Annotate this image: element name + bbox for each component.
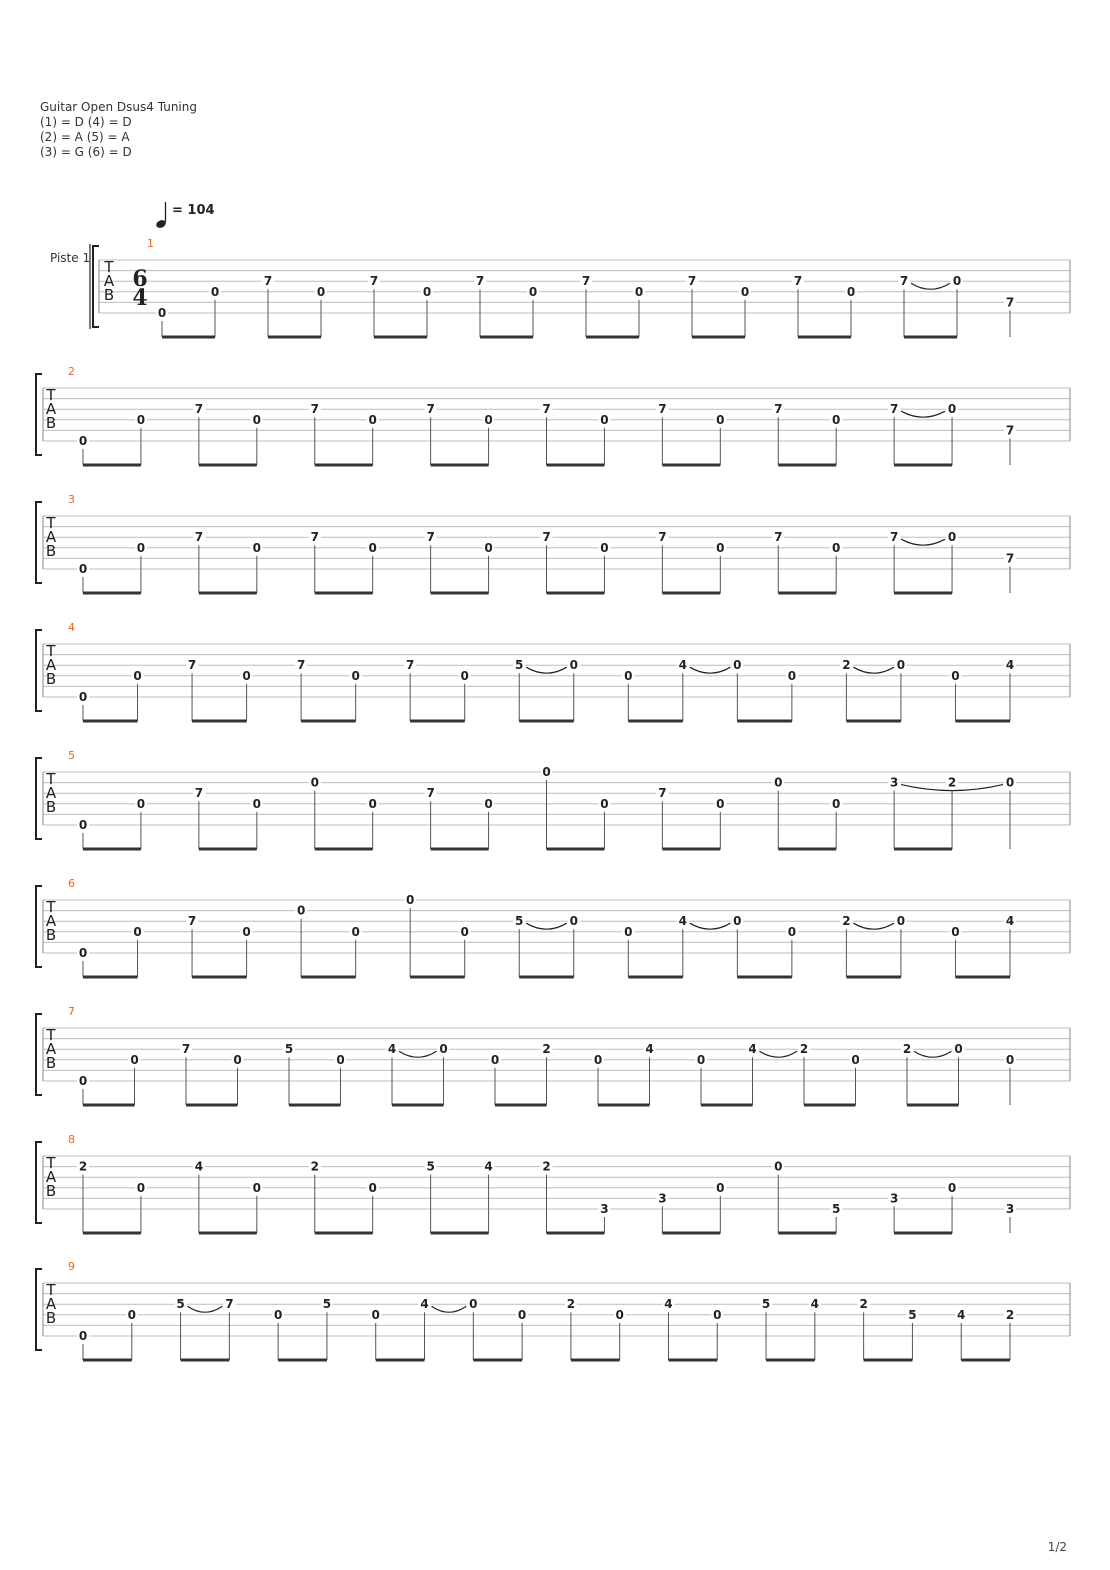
tie	[690, 923, 731, 929]
fret-number: 0	[133, 924, 142, 939]
fret-number: 0	[210, 284, 220, 299]
fret-number: 3	[658, 1191, 667, 1206]
fret-number: 0	[624, 668, 633, 683]
tie	[901, 539, 945, 545]
page-number: 1/2	[1047, 1540, 1067, 1554]
fret-number: 0	[252, 1180, 261, 1195]
fret-number: 7	[181, 1042, 191, 1057]
fret-number: 2	[799, 1042, 809, 1057]
fret-number: 0	[490, 1052, 500, 1067]
fret-number: 0	[517, 1307, 527, 1322]
fret-number: 0	[242, 924, 251, 939]
fret-number: 3	[1005, 1202, 1015, 1216]
measure-number: 9	[68, 1260, 75, 1273]
tab-clef-letter: B	[45, 542, 57, 560]
fret-number: 0	[252, 540, 261, 555]
fret-number: 0	[615, 1307, 624, 1322]
fret-number: 7	[426, 530, 435, 545]
fret-number: 4	[810, 1297, 820, 1312]
tab-clef-letter: T	[46, 898, 56, 916]
fret-number: 0	[273, 1307, 283, 1322]
fret-number: 7	[225, 1297, 234, 1312]
fret-number: 0	[696, 1052, 706, 1067]
tie	[760, 1051, 798, 1057]
fret-number: 0	[832, 796, 841, 811]
fret-number: 2	[310, 1159, 319, 1174]
tab-clef-letter: T	[104, 258, 114, 276]
fret-number: 0	[127, 1307, 136, 1322]
tab-system	[36, 1133, 1070, 1233]
track-name: Piste 1	[50, 251, 91, 265]
system-bracket	[36, 502, 42, 583]
fret-number: 7	[542, 530, 551, 545]
fret-number: 0	[242, 668, 251, 683]
tab-clef-letter: A	[45, 912, 57, 930]
tab-system	[36, 621, 1070, 721]
fret-number: 0	[951, 924, 960, 939]
fret-number: 2	[947, 775, 957, 790]
fret-number: 7	[405, 658, 415, 673]
fret-number: 0	[336, 1052, 345, 1067]
fret-number: 0	[296, 903, 306, 918]
measure-number: 8	[68, 1133, 75, 1146]
fret-number: 7	[194, 402, 204, 417]
fret-number: 7	[310, 530, 319, 545]
fret-number: 0	[787, 924, 797, 939]
fret-number: 7	[426, 786, 435, 801]
system-bracket	[36, 1269, 42, 1350]
fret-number: 7	[369, 274, 379, 289]
tie	[853, 667, 894, 673]
fret-number: 2	[842, 658, 851, 673]
fret-number: 0	[896, 914, 906, 929]
tab-clef-letter: B	[103, 286, 115, 304]
fret-number: 0	[528, 284, 538, 299]
fret-number: 0	[371, 1307, 380, 1322]
fret-number: 4	[484, 1159, 493, 1174]
fret-number: 5	[515, 658, 524, 673]
fret-number: 0	[1005, 1052, 1015, 1067]
fret-number: 0	[469, 1297, 478, 1312]
fret-number: 7	[793, 274, 803, 289]
fret-number: 0	[136, 796, 146, 811]
fret-number: 0	[78, 1329, 88, 1343]
fret-number: 0	[1005, 775, 1015, 790]
fret-number: 4	[748, 1042, 757, 1057]
tie	[853, 923, 894, 929]
fret-number: 2	[542, 1159, 551, 1174]
measure-number: 4	[68, 621, 75, 634]
tab-clef-letter: B	[45, 1054, 57, 1072]
fret-number: 0	[136, 1180, 146, 1195]
fret-number: 0	[422, 284, 432, 299]
fret-number: 7	[658, 786, 667, 801]
tab-clef-letter: T	[46, 770, 56, 788]
fret-number: 0	[947, 402, 957, 417]
fret-number: 2	[542, 1042, 551, 1057]
fret-number: 0	[368, 412, 377, 427]
fret-number: 0	[774, 1159, 783, 1174]
tie	[526, 923, 567, 929]
tab-system	[36, 749, 1070, 849]
fret-number: 5	[761, 1297, 771, 1312]
measure-number: 2	[68, 365, 75, 378]
fret-number: 0	[624, 924, 633, 939]
tab-clef-letter: T	[46, 514, 56, 532]
fret-number: 0	[316, 284, 326, 299]
tuning-title: Guitar Open Dsus4 Tuning	[40, 100, 197, 114]
tempo-text: = 104	[172, 203, 215, 218]
fret-number: 2	[842, 914, 851, 929]
fret-number: 0	[569, 658, 578, 673]
fret-number: 0	[351, 668, 360, 683]
fret-number: 7	[889, 402, 899, 417]
fret-number: 0	[846, 284, 856, 299]
fret-number: 7	[581, 274, 591, 289]
measure-number: 3	[68, 493, 75, 506]
fret-number: 0	[78, 690, 88, 704]
fret-number: 0	[439, 1042, 448, 1057]
fret-number: 2	[902, 1042, 912, 1057]
fret-number: 0	[542, 765, 551, 779]
tuning-line: (1) = D (4) = D	[40, 115, 132, 129]
fret-number: 7	[658, 530, 667, 545]
fret-number: 3	[600, 1202, 609, 1216]
fret-number: 0	[133, 668, 142, 683]
fret-number: 7	[426, 402, 435, 417]
fret-number: 0	[368, 540, 377, 555]
tuning-line: (2) = A (5) = A	[40, 130, 130, 144]
fret-number: 0	[954, 1042, 963, 1057]
measure-number: 1	[147, 237, 154, 250]
fret-number: 4	[645, 1042, 654, 1057]
fret-number: 7	[774, 402, 783, 417]
fret-number: 3	[889, 775, 899, 790]
tie	[188, 1306, 223, 1312]
fret-number: 0	[716, 412, 725, 427]
fret-number: 7	[542, 402, 551, 417]
tab-clef-letter: A	[45, 528, 57, 546]
fret-number: 4	[678, 658, 688, 673]
fret-number: 4	[678, 914, 688, 929]
tab-system	[36, 1005, 1070, 1105]
fret-number: 0	[740, 284, 750, 299]
fret-number: 2	[1005, 1307, 1015, 1322]
fret-number: 0	[947, 1180, 957, 1195]
fret-number: 5	[322, 1297, 332, 1312]
tab-clef-letter: A	[45, 1040, 57, 1058]
fret-number: 0	[787, 668, 797, 683]
fret-number: 7	[310, 402, 319, 417]
tie	[690, 667, 731, 673]
tab-clef-letter: T	[46, 1026, 56, 1044]
tie	[911, 283, 950, 289]
fret-number: 5	[515, 914, 524, 929]
fret-number: 0	[368, 796, 377, 811]
fret-number: 7	[296, 658, 306, 673]
fret-number: 0	[252, 412, 261, 427]
fret-number: 4	[957, 1307, 966, 1322]
fret-number: 0	[634, 284, 644, 299]
fret-number: 0	[136, 540, 146, 555]
tie	[914, 1051, 952, 1057]
fret-number: 7	[475, 274, 485, 289]
system-bracket	[36, 630, 42, 711]
fret-number: 0	[600, 540, 609, 555]
tab-clef-letter: T	[46, 386, 56, 404]
tab-clef-letter: B	[45, 1309, 57, 1327]
fret-number: 0	[310, 775, 319, 790]
fret-number: 0	[78, 562, 88, 576]
fret-number: 4	[194, 1159, 204, 1174]
fret-number: 3	[889, 1191, 899, 1206]
fret-number: 0	[78, 818, 88, 832]
fret-number: 0	[460, 668, 469, 683]
tie	[526, 667, 567, 673]
tab-clef-letter: A	[45, 656, 57, 674]
fret-number: 0	[484, 412, 493, 427]
fret-number: 0	[774, 775, 783, 790]
tab-clef-letter: T	[46, 1281, 56, 1299]
tempo-marking	[155, 202, 215, 229]
fret-number: 0	[600, 796, 609, 811]
system-bracket	[36, 1142, 42, 1223]
fret-number: 0	[713, 1307, 722, 1322]
fret-number: 2	[566, 1297, 576, 1312]
system-bracket	[36, 758, 42, 839]
fret-number: 0	[832, 540, 841, 555]
fret-number: 4	[664, 1297, 673, 1312]
fret-number: 4	[387, 1042, 397, 1057]
system-bracket	[93, 246, 99, 327]
tuning-line: (3) = G (6) = D	[40, 145, 132, 159]
tab-clef-letter: A	[103, 272, 115, 290]
tab-system	[36, 493, 1070, 593]
system-bracket	[36, 1014, 42, 1095]
fret-number: 5	[832, 1202, 841, 1216]
fret-number: 0	[157, 306, 167, 320]
fret-number: 0	[78, 434, 88, 448]
fret-number: 5	[284, 1042, 294, 1057]
fret-number: 0	[951, 668, 960, 683]
fret-number: 5	[908, 1307, 917, 1322]
fret-number: 7	[658, 402, 667, 417]
tab-clef-letter: B	[45, 414, 57, 432]
fret-number: 0	[405, 893, 415, 907]
fret-number: 4	[1005, 658, 1015, 673]
fret-number: 7	[194, 530, 204, 545]
measure-number: 6	[68, 877, 75, 890]
fret-number: 0	[252, 796, 261, 811]
tab-clef-letter: B	[45, 670, 57, 688]
fret-number: 0	[78, 946, 88, 960]
fret-number: 0	[368, 1180, 377, 1195]
tab-clef-letter: T	[46, 1154, 56, 1172]
fret-number: 0	[351, 924, 360, 939]
tab-system	[36, 1260, 1070, 1360]
tab-clef-letter: A	[45, 1168, 57, 1186]
tab-clef-letter: B	[45, 798, 57, 816]
fret-number: 0	[733, 914, 742, 929]
fret-number: 0	[896, 658, 906, 673]
fret-number: 7	[687, 274, 697, 289]
fret-number: 7	[194, 786, 204, 801]
tie	[901, 411, 945, 417]
tab-clef-letter: A	[45, 400, 57, 418]
fret-number: 7	[187, 914, 197, 929]
tab-clef-letter: B	[45, 926, 57, 944]
fret-number: 0	[130, 1052, 139, 1067]
measure-number: 5	[68, 749, 75, 762]
fret-number: 0	[733, 658, 742, 673]
system-bracket	[36, 374, 42, 455]
time-signature-bottom: 4	[132, 285, 148, 311]
system-bracket	[36, 886, 42, 967]
fret-number: 0	[716, 796, 725, 811]
tab-system	[90, 237, 1070, 337]
tab-system	[36, 877, 1070, 977]
fret-number: 7	[1005, 551, 1015, 566]
fret-number: 0	[716, 540, 725, 555]
fret-number: 0	[593, 1052, 603, 1067]
fret-number: 0	[460, 924, 469, 939]
fret-number: 7	[263, 274, 273, 289]
fret-number: 0	[832, 412, 841, 427]
tab-clef-letter: T	[46, 642, 56, 660]
tab-clef-letter: A	[45, 784, 57, 802]
fret-number: 0	[851, 1052, 860, 1067]
fret-number: 0	[569, 914, 578, 929]
fret-number: 2	[78, 1159, 88, 1174]
fret-number: 7	[1005, 423, 1015, 438]
fret-number: 5	[426, 1159, 435, 1174]
fret-number: 0	[136, 412, 146, 427]
fret-number: 0	[716, 1180, 725, 1195]
fret-number: 0	[78, 1074, 88, 1088]
fret-number: 4	[1005, 914, 1015, 929]
tab-clef-letter: B	[45, 1182, 57, 1200]
fret-number: 7	[889, 530, 899, 545]
time-signature-top: 6	[132, 266, 148, 292]
fret-number: 2	[859, 1297, 868, 1312]
measure-number: 7	[68, 1005, 75, 1018]
fret-number: 0	[484, 540, 493, 555]
fret-number: 0	[484, 796, 493, 811]
tie	[399, 1051, 437, 1057]
fret-number: 7	[899, 274, 909, 289]
tab-system	[36, 365, 1070, 465]
fret-number: 5	[176, 1297, 185, 1312]
fret-number: 4	[420, 1297, 429, 1312]
tie	[432, 1306, 467, 1312]
tab-clef-letter: A	[45, 1295, 57, 1313]
fret-number: 0	[600, 412, 609, 427]
fret-number: 7	[187, 658, 197, 673]
fret-number: 0	[952, 274, 962, 289]
fret-number: 7	[774, 530, 783, 545]
fret-number: 0	[233, 1052, 242, 1067]
fret-number: 7	[1005, 295, 1015, 310]
fret-number: 0	[947, 530, 957, 545]
